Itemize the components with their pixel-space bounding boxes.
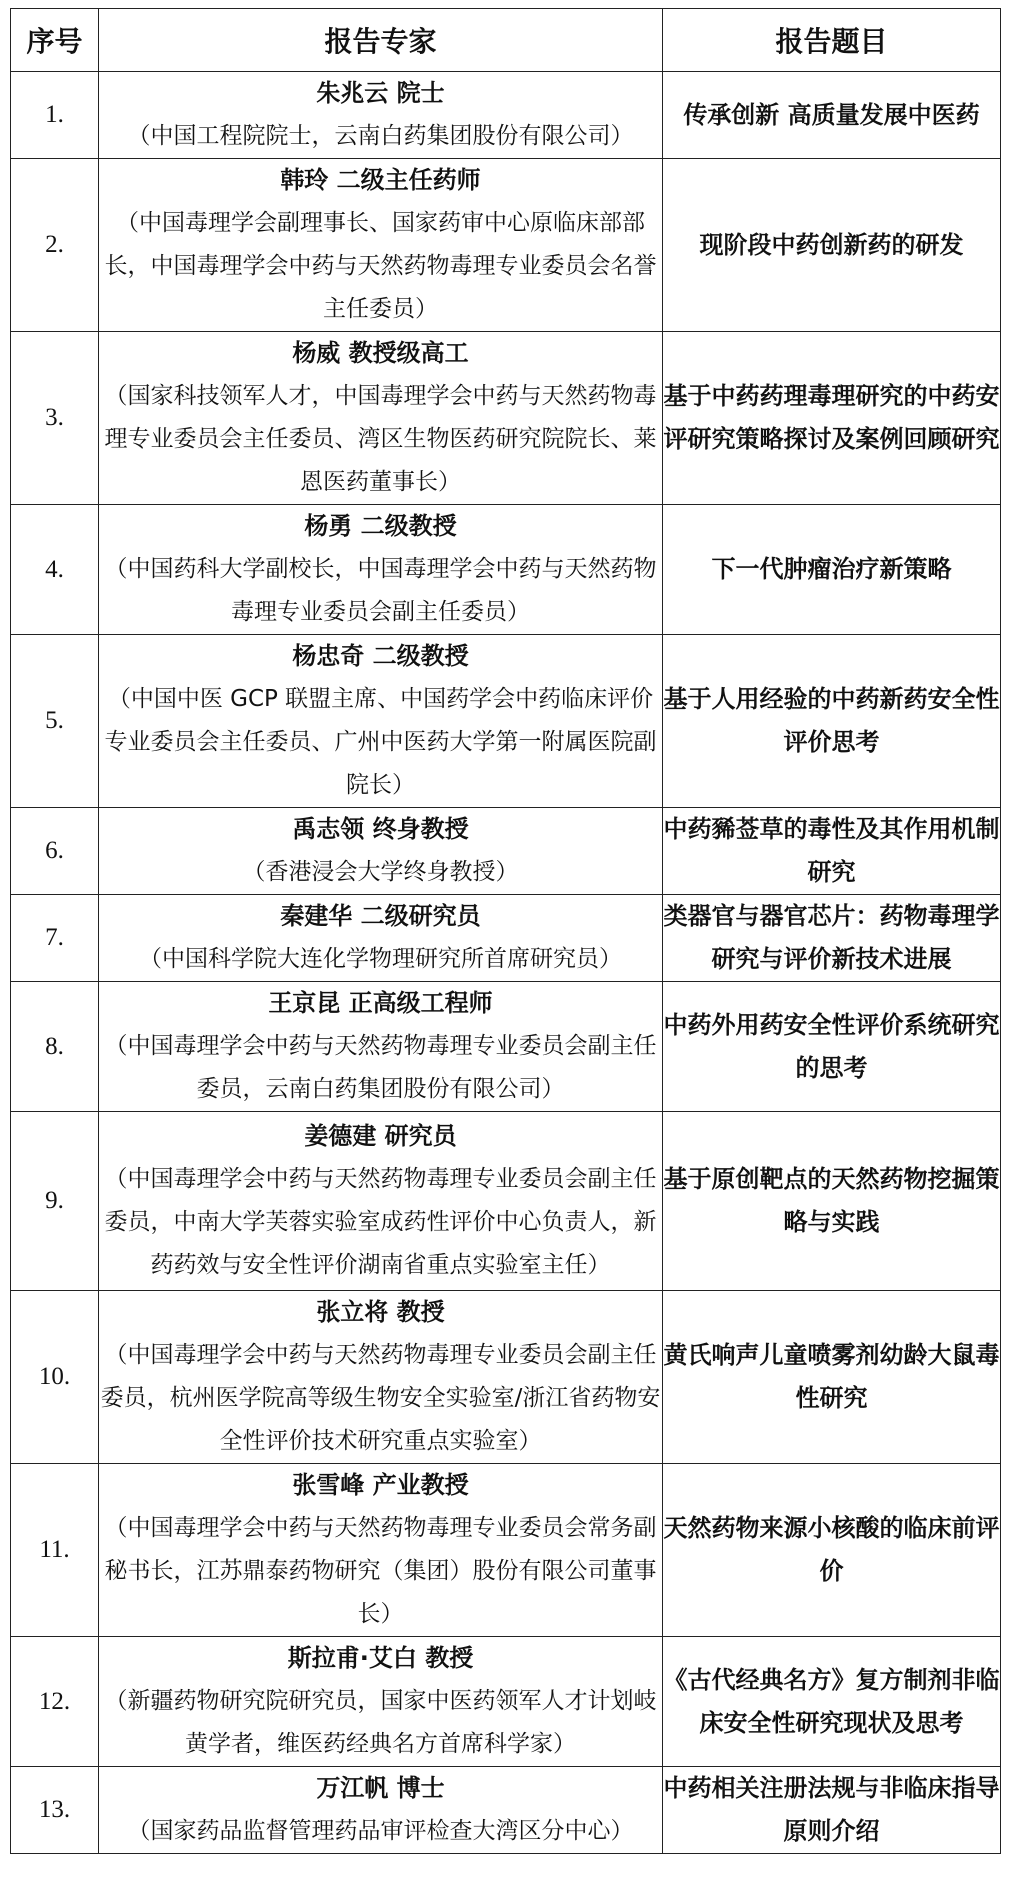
report-topic: 中药外用药安全性评价系统研究的思考 <box>663 982 1001 1112</box>
row-index: 13. <box>11 1767 99 1854</box>
row-index: 5. <box>11 635 99 808</box>
report-topic: 《古代经典名方》复方制剂非临床安全性研究现状及思考 <box>663 1637 1001 1767</box>
table-row <box>11 1291 1001 1464</box>
table-row <box>11 982 1001 1112</box>
expert-name: 斯拉甫·艾白 教授 <box>287 1644 474 1672</box>
header-row <box>11 9 1001 72</box>
expert-affiliation: （中国毒理学会中药与天然药物毒理专业委员会常务副秘书长，江苏鼎泰药物研究（集团）股份有限公司董事长） <box>104 1515 657 1627</box>
table-row <box>11 505 1001 635</box>
expert-name: 杨勇 二级教授 <box>304 512 457 540</box>
expert-cell <box>99 808 663 895</box>
expert-affiliation: （中国毒理学会中药与天然药物毒理专业委员会副主任委员，中南大学芙蓉实验室成药性评价中心负责人，新药药效与安全性评价湖南省重点实验室主任） <box>104 1166 657 1278</box>
expert-name: 王京昆 正高级工程师 <box>268 989 493 1017</box>
expert-name: 杨威 教授级高工 <box>292 339 469 367</box>
row-index: 2. <box>11 159 99 332</box>
expert-affiliation: （新疆药物研究院研究员，国家中医药领军人才计划岐黄学者，维医药经典名方首席科学家） <box>104 1688 657 1757</box>
row-index: 3. <box>11 332 99 505</box>
table-row <box>11 159 1001 332</box>
expert-cell <box>99 1637 663 1767</box>
expert-affiliation: （中国科学院大连化学物理研究所首席研究员） <box>139 946 622 972</box>
expert-cell <box>99 1112 663 1291</box>
expert-affiliation: （香港浸会大学终身教授） <box>242 859 519 885</box>
expert-name: 张立将 教授 <box>316 1298 445 1326</box>
row-index: 8. <box>11 982 99 1112</box>
header-expert: 报告专家 <box>99 9 663 72</box>
expert-cell <box>99 895 663 982</box>
expert-affiliation: （中国药科大学副校长，中国毒理学会中药与天然药物毒理专业委员会副主任委员） <box>104 556 657 625</box>
expert-cell <box>99 1464 663 1637</box>
table-row <box>11 808 1001 895</box>
report-topic: 中药相关注册法规与非临床指导原则介绍 <box>663 1767 1001 1854</box>
expert-name: 杨忠奇 二级教授 <box>292 642 469 670</box>
row-index: 6. <box>11 808 99 895</box>
expert-schedule-table <box>10 8 1001 1854</box>
table-row <box>11 1637 1001 1767</box>
report-topic: 基于中药药理毒理研究的中药安评研究策略探讨及案例回顾研究 <box>663 332 1001 505</box>
expert-name: 朱兆云 院士 <box>316 79 445 107</box>
expert-affiliation: （中国工程院院士，云南白药集团股份有限公司） <box>127 123 634 149</box>
expert-affiliation: （国家科技领军人才，中国毒理学会中药与天然药物毒理专业委员会主任委员、湾区生物医药研究院院长、莱恩医药董事长） <box>104 383 657 495</box>
row-index: 7. <box>11 895 99 982</box>
table-row <box>11 1112 1001 1291</box>
row-index: 11. <box>11 1464 99 1637</box>
row-index: 1. <box>11 72 99 159</box>
row-index: 10. <box>11 1291 99 1464</box>
expert-name: 姜德建 研究员 <box>304 1122 457 1150</box>
expert-cell <box>99 1767 663 1854</box>
row-index: 12. <box>11 1637 99 1767</box>
expert-affiliation: （中国毒理学会中药与天然药物毒理专业委员会副主任委员，杭州医学院高等级生物安全实验室/浙江省药物安全性评价技术研究重点实验室） <box>100 1342 661 1454</box>
row-index: 4. <box>11 505 99 635</box>
report-topic: 天然药物来源小核酸的临床前评价 <box>663 1464 1001 1637</box>
header-index: 序号 <box>11 9 99 72</box>
expert-name: 张雪峰 产业教授 <box>292 1471 469 1499</box>
report-topic: 基于原创靶点的天然药物挖掘策略与实践 <box>663 1112 1001 1291</box>
expert-cell <box>99 635 663 808</box>
report-topic: 基于人用经验的中药新药安全性评价思考 <box>663 635 1001 808</box>
table-row <box>11 1767 1001 1854</box>
table-row <box>11 332 1001 505</box>
report-topic: 下一代肿瘤治疗新策略 <box>663 505 1001 635</box>
expert-cell <box>99 332 663 505</box>
report-topic: 现阶段中药创新药的研发 <box>663 159 1001 332</box>
table-row <box>11 895 1001 982</box>
report-topic: 类器官与器官芯片：药物毒理学研究与评价新技术进展 <box>663 895 1001 982</box>
expert-cell <box>99 72 663 159</box>
table-row <box>11 72 1001 159</box>
header-topic: 报告题目 <box>663 9 1001 72</box>
expert-name: 韩玲 二级主任药师 <box>280 166 481 194</box>
expert-cell <box>99 505 663 635</box>
expert-affiliation: （国家药品监督管理药品审评检查大湾区分中心） <box>127 1818 634 1844</box>
report-topic: 黄氏响声儿童喷雾剂幼龄大鼠毒性研究 <box>663 1291 1001 1464</box>
row-index: 9. <box>11 1112 99 1291</box>
expert-name: 万江帆 博士 <box>316 1774 445 1802</box>
expert-cell <box>99 982 663 1112</box>
expert-affiliation: （中国中医 GCP 联盟主席、中国药学会中药临床评价专业委员会主任委员、广州中医药大学第一附属医院副院长） <box>104 686 657 798</box>
report-topic: 中药豨莶草的毒性及其作用机制研究 <box>663 808 1001 895</box>
report-topic: 传承创新 高质量发展中医药 <box>663 72 1001 159</box>
expert-cell <box>99 1291 663 1464</box>
expert-cell <box>99 159 663 332</box>
expert-name: 禹志领 终身教授 <box>292 815 469 843</box>
expert-affiliation: （中国毒理学会副理事长、国家药审中心原临床部部长，中国毒理学会中药与天然药物毒理专业委员会名誉主任委员） <box>104 210 657 322</box>
table-row <box>11 635 1001 808</box>
expert-name: 秦建华 二级研究员 <box>280 902 481 930</box>
table-row <box>11 1464 1001 1637</box>
expert-affiliation: （中国毒理学会中药与天然药物毒理专业委员会副主任委员，云南白药集团股份有限公司） <box>104 1033 657 1102</box>
